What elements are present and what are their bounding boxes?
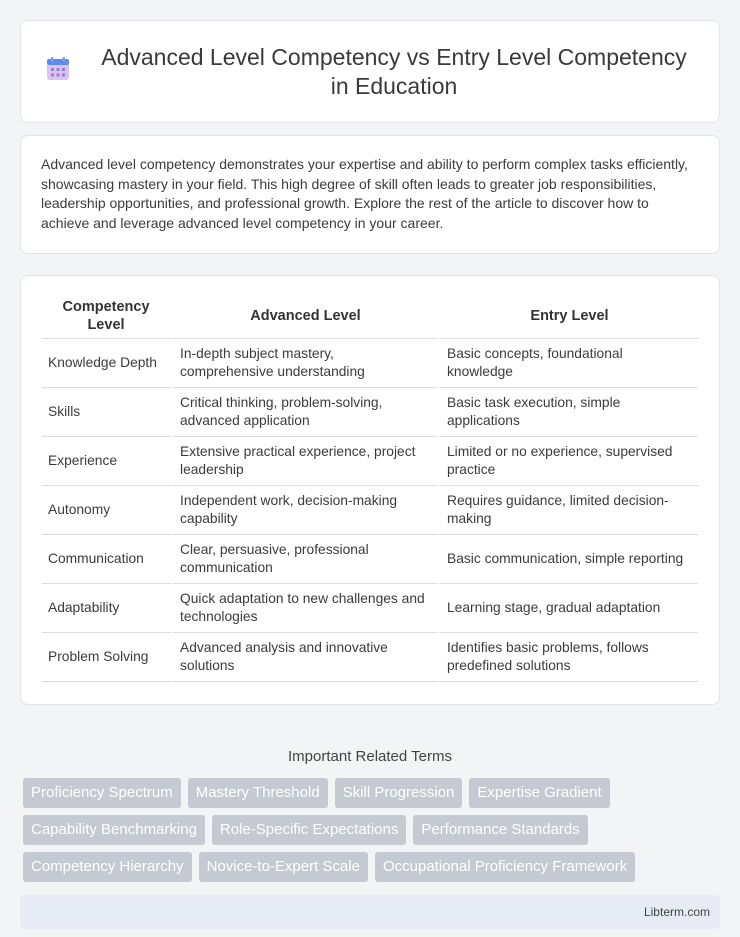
comparison-table [42, 294, 698, 682]
related-term-tag[interactable]: Performance Standards [413, 815, 587, 845]
table-header-row [42, 294, 698, 339]
related-term-tag[interactable]: Skill Progression [335, 778, 463, 808]
row-label: Problem Solving [42, 633, 170, 682]
table-row [42, 437, 698, 486]
related-term-tag[interactable]: Mastery Threshold [188, 778, 328, 808]
row-label: Knowledge Depth [42, 339, 170, 388]
row-label: Communication [42, 535, 170, 584]
advanced-cell: In-depth subject mastery, comprehensive understanding [170, 339, 437, 388]
related-terms-heading: Important Related Terms [288, 748, 452, 765]
table-row [42, 584, 698, 633]
table-row [42, 633, 698, 682]
row-label: Skills [42, 388, 170, 437]
related-term-tag[interactable]: Capability Benchmarking [23, 815, 205, 845]
advanced-cell: Clear, persuasive, professional communication [170, 535, 437, 584]
intro-paragraph: Advanced level competency demonstrates your expertise and ability to perform complex tasks efficiently, showcasing mastery in your field. This high degree of skill often leads to greater job responsibilities, leadership opportunities, and professional growth. Explore the rest of the article to discover how to achieve and leverage advanced level competency in your career. [41, 156, 688, 231]
page-title: Advanced Level Competency vs Entry Level Competency in Education [101, 43, 687, 99]
related-term-tag[interactable]: Novice-to-Expert Scale [199, 852, 368, 882]
header-competency-level: Competency Level [42, 294, 170, 339]
advanced-cell: Independent work, decision-making capability [170, 486, 437, 535]
related-term-tag[interactable]: Expertise Gradient [469, 778, 609, 808]
related-term-tag[interactable]: Proficiency Spectrum [23, 778, 181, 808]
header-entry-level: Entry Level [437, 294, 698, 339]
table-row [42, 535, 698, 584]
intro-card [20, 135, 720, 254]
header-advanced-level: Advanced Level [170, 294, 437, 339]
footer-site-link[interactable]: Libterm.com [643, 905, 710, 919]
row-label: Adaptability [42, 584, 170, 633]
advanced-cell: Critical thinking, problem-solving, advanced application [170, 388, 437, 437]
row-label: Experience [42, 437, 170, 486]
table-row [42, 388, 698, 437]
related-term-tag[interactable]: Competency Hierarchy [23, 852, 192, 882]
advanced-cell: Advanced analysis and innovative solutions [170, 633, 437, 682]
calendar-icon [45, 56, 71, 82]
comparison-table-card [20, 275, 720, 705]
entry-cell: Basic communication, simple reporting [437, 535, 698, 584]
advanced-cell: Quick adaptation to new challenges and technologies [170, 584, 437, 633]
entry-cell: Basic task execution, simple applications [437, 388, 698, 437]
advanced-cell: Extensive practical experience, project leadership [170, 437, 437, 486]
entry-cell: Limited or no experience, supervised practice [437, 437, 698, 486]
table-row [42, 486, 698, 535]
title-card [20, 20, 720, 123]
entry-cell: Requires guidance, limited decision-making [437, 486, 698, 535]
row-label: Autonomy [42, 486, 170, 535]
related-term-tag[interactable]: Role-Specific Expectations [212, 815, 406, 845]
entry-cell: Basic concepts, foundational knowledge [437, 339, 698, 388]
table-row [42, 339, 698, 388]
related-terms-list [23, 778, 720, 882]
footer-bar [20, 895, 720, 929]
entry-cell: Identifies basic problems, follows predefined solutions [437, 633, 698, 682]
related-term-tag[interactable]: Occupational Proficiency Framework [375, 852, 635, 882]
entry-cell: Learning stage, gradual adaptation [437, 584, 698, 633]
